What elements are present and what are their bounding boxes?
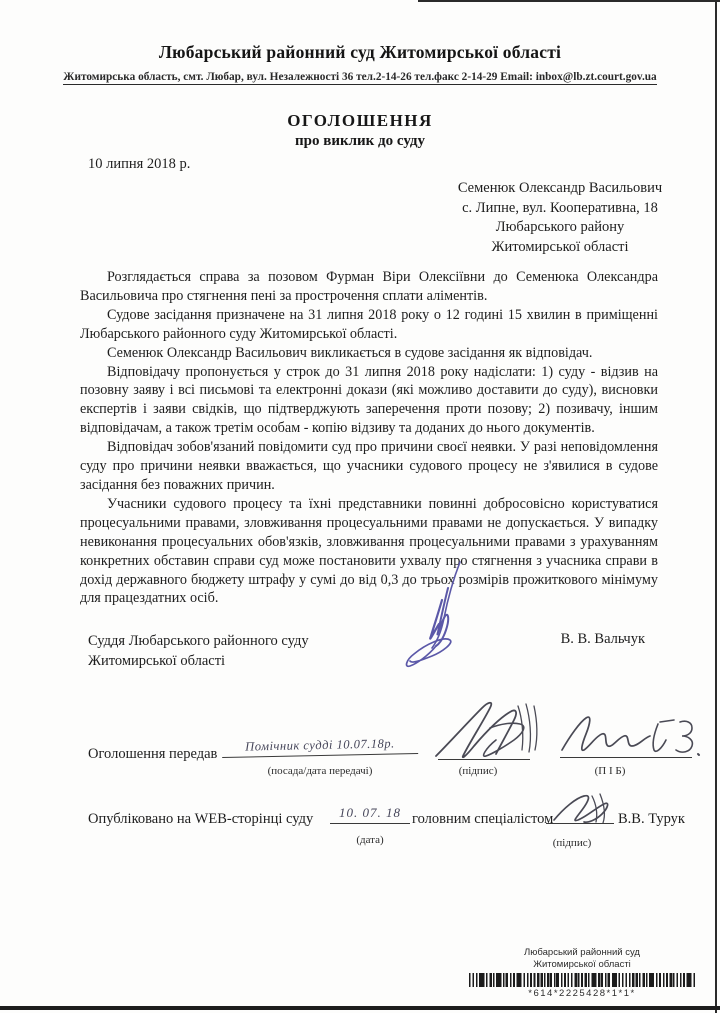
barcode-number: *614*2225428*1*1* — [528, 988, 636, 999]
transfer-caption-name: (П І Б) — [594, 765, 626, 777]
document-subtitle: про виклик до суду — [294, 133, 425, 149]
clerk-signature-scribble-icon — [430, 698, 545, 766]
transfer-handwritten-value: Помічник судді 10.07.18р. — [222, 736, 418, 758]
publish-handwritten-date: 10. 07. 18 — [330, 805, 410, 824]
addressee-block — [400, 179, 720, 257]
stamp-court-region: Житомирської області — [533, 959, 631, 970]
judge-position — [88, 631, 309, 671]
clerk-name-handwriting-icon — [558, 710, 703, 762]
publish-signature-line — [546, 823, 614, 824]
scan-edge-right — [715, 0, 717, 1013]
publish-middle-text: головним спеціалістом — [412, 811, 554, 827]
paragraph-case: Розглядається справа за позовом Фурман Віри Олексіївни до Семенюка Олександра Васильовича про стягнення пені за прострочення сплати аліментів. — [80, 269, 658, 304]
paragraph-obligations: Учасники судового процесу та їхні представники повинні добросовісно користуватися процесуальними правами, зловживання процесуальними правами не допускається. У випадку невиконання процесуальних обов'язків, зловживання процесуальними правами з урахуванням конкретних обставин справи суд може постановити ухвалу про стягнення з учасника справи в дохід державного бюджету штрафу у сумі до від 0,3 до трьох розмірів прожиткового мінімуму для працездатних осіб. — [80, 495, 658, 607]
publish-caption-signature: (підпис) — [552, 837, 592, 849]
document-date: 10 липня 2018 р. — [88, 156, 191, 172]
publish-prefix: Опубліковано на WEB-сторінці суду — [88, 811, 314, 827]
stamp-court-name: Любарський районний суд — [524, 947, 640, 958]
judge-position-line2: Житомирської області — [88, 653, 226, 669]
court-name-heading: Любарський районний суд Житомирської області — [158, 42, 562, 62]
judge-name: В. В. Вальчук — [560, 631, 645, 647]
scan-edge-bottom — [0, 1006, 720, 1010]
addressee-region: Житомирської області — [491, 238, 629, 255]
registration-stamp — [462, 947, 702, 999]
name-line — [560, 757, 692, 758]
specialist-name: В.В. Турук — [618, 811, 685, 827]
barcode-icon — [469, 973, 695, 987]
scan-edge-top — [418, 0, 720, 2]
judge-signature-row — [88, 631, 645, 671]
paragraph-response-duty: Відповідачу пропонується у строк до 31 липня 2018 року надіслати: 1) суду - відзив на позовну заяву і всі письмові та електронні докази (які можливо доставити до суду), висновки експертів і заяви свідків, що підтверджують заперечення проти позову; 2) позивачу, іншим відповідачам, а також третім особам - копію відзиву та доданих до нього документів. — [80, 363, 658, 437]
publish-caption-date: (дата) — [356, 834, 384, 846]
signature-line — [438, 759, 530, 760]
addressee-street: с. Липне, вул. Кооперативна, 18 — [462, 199, 658, 216]
specialist-signature-scribble-icon — [548, 792, 614, 826]
court-contact-line — [0, 71, 720, 83]
transfer-caption-position: (посада/дата передачі) — [267, 765, 373, 777]
court-contact-text: Житомирська область, смт. Любар, вул. Незалежності 36 тел.2-14-26 тел.факс 2-14-29 Email: inbox@lb.zt.court.gov.ua — [63, 71, 657, 83]
judge-position-line1: Суддя Любарського районного суду — [88, 633, 309, 649]
document-body — [80, 268, 658, 608]
addressee-name: Семенюк Олександр Васильович — [457, 180, 663, 196]
transfer-caption-signature: (підпис) — [458, 765, 498, 777]
addressee-district: Любарського району — [495, 219, 625, 235]
paragraph-hearing: Судове засідання призначене на 31 липня 2018 року о 12 годині 15 хвилин в приміщенні Любарського районного суду Житомирської області. — [80, 306, 658, 342]
document-title: ОГОЛОШЕННЯ — [287, 111, 433, 130]
paragraph-summons: Семенюк Олександр Васильович викликається в судове засідання як відповідач. — [107, 344, 593, 361]
paragraph-absence: Відповідач зобов'язаний повідомити суд про причини своєї неявки. У разі неповідомлення суду про причини неявки вважається, що учасники судового процесу не з'явилися в судове засідання без поважних причин. — [80, 439, 658, 493]
transfer-label: Оголошення передав — [88, 746, 218, 762]
